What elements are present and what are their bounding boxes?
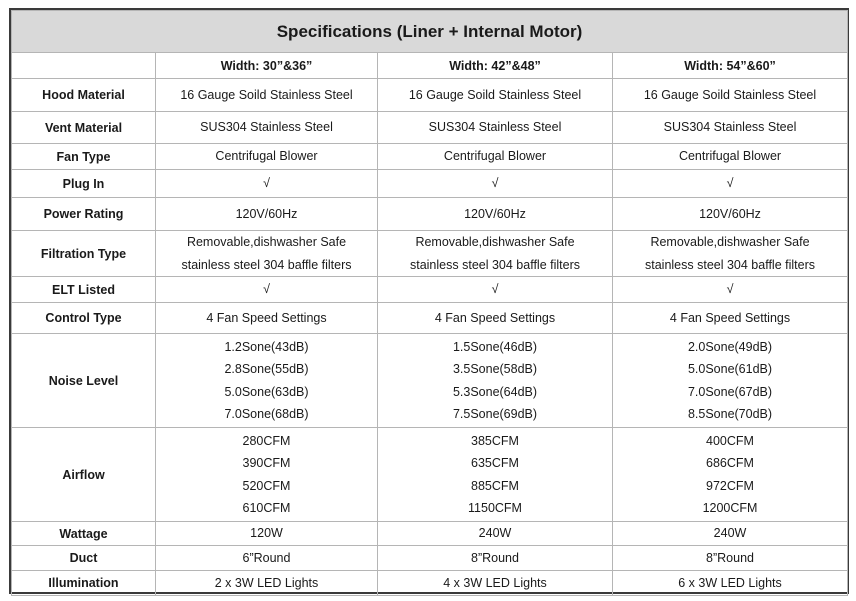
spec-cell (613, 277, 848, 303)
spec-value: 8.5Sone(70dB) (687, 407, 773, 421)
spec-cell (378, 571, 613, 596)
spec-cell (613, 334, 848, 428)
spec-cell (613, 231, 848, 277)
spec-value: 4 Fan Speed Settings (669, 310, 791, 325)
title-row (12, 11, 848, 53)
spec-value: √ (726, 282, 734, 297)
spec-cell (378, 112, 613, 144)
spec-value: 2.8Sone(55dB) (224, 362, 309, 376)
spec-cell (156, 231, 378, 277)
spec-cell (378, 522, 613, 546)
spec-value: 6”Round (242, 550, 291, 565)
spec-value: stainless steel 304 baffle filters (645, 257, 816, 272)
spec-value: 120V/60Hz (235, 206, 298, 221)
spec-value: 8”Round (471, 550, 519, 565)
table-row (12, 144, 848, 170)
row-label: Vent Material (12, 112, 156, 144)
spec-value: 120V/60Hz (464, 206, 526, 221)
column-header: Width: 42”&48” (378, 53, 613, 79)
spec-value: 7.5Sone(69dB) (452, 407, 538, 421)
spec-value: SUS304 Stainless Steel (200, 120, 333, 135)
spec-cell (613, 546, 848, 571)
spec-cell (156, 112, 378, 144)
spec-value: √ (491, 176, 499, 191)
spec-cell (613, 303, 848, 334)
spec-value: Centrifugal Blower (678, 149, 782, 164)
spec-cell (156, 198, 378, 231)
row-label: ELT Listed (12, 277, 156, 303)
spec-value: 240W (478, 526, 512, 541)
row-label: Plug In (12, 170, 156, 198)
table-row (12, 79, 848, 112)
spec-cell (156, 303, 378, 334)
spec-value: √ (726, 176, 734, 191)
spec-cell (378, 170, 613, 198)
table-row (12, 428, 848, 522)
spec-table (11, 10, 848, 596)
spec-cell (378, 303, 613, 334)
spec-value: 3.5Sone(58dB) (452, 362, 538, 376)
row-label: Control Type (12, 303, 156, 334)
row-label: Duct (12, 546, 156, 571)
table-title: Specifications (Liner + Internal Motor) (12, 11, 848, 53)
spec-value: Centrifugal Blower (215, 149, 318, 164)
spec-cell (613, 170, 848, 198)
spec-value: 885CFM (471, 478, 519, 493)
spec-cell (378, 79, 613, 112)
spec-value: 8”Round (706, 550, 754, 565)
row-label: Fan Type (12, 144, 156, 170)
table-row (12, 334, 848, 428)
spec-value: stainless steel 304 baffle filters (409, 257, 580, 272)
spec-cell (378, 334, 613, 428)
row-label: Filtration Type (12, 231, 156, 277)
row-label: Noise Level (12, 334, 156, 428)
spec-value: 120W (250, 526, 283, 541)
spec-cell (613, 198, 848, 231)
spec-value: 610CFM (242, 501, 291, 515)
spec-value: 6 x 3W LED Lights (678, 575, 782, 590)
spec-table-frame (9, 8, 849, 594)
spec-value: SUS304 Stainless Steel (663, 120, 797, 135)
header-empty-cell (12, 53, 156, 79)
spec-value: 240W (713, 526, 747, 541)
spec-value: 1.2Sone(43dB) (224, 339, 309, 354)
spec-value: √ (263, 176, 270, 191)
row-label: Power Rating (12, 198, 156, 231)
spec-value: √ (263, 282, 270, 297)
spec-value: 16 Gauge Soild Stainless Steel (643, 87, 817, 102)
spec-value: √ (491, 282, 499, 297)
spec-cell (156, 277, 378, 303)
spec-cell (156, 170, 378, 198)
spec-value: 16 Gauge Soild Stainless Steel (408, 87, 582, 102)
row-label: Hood Material (12, 79, 156, 112)
spec-value: 7.0Sone(68dB) (224, 407, 309, 421)
spec-cell (378, 277, 613, 303)
spec-value: 635CFM (471, 456, 519, 470)
spec-value: stainless steel 304 baffle filters (181, 257, 352, 272)
spec-value: 16 Gauge Soild Stainless Steel (180, 87, 353, 102)
row-label: Airflow (12, 428, 156, 522)
column-header: Width: 30”&36” (156, 53, 378, 79)
spec-cell (613, 112, 848, 144)
spec-cell (613, 428, 848, 522)
spec-cell (613, 144, 848, 170)
spec-cell (156, 522, 378, 546)
spec-value: 972CFM (706, 478, 754, 493)
spec-cell (378, 144, 613, 170)
spec-cell (378, 231, 613, 277)
spec-value: 2 x 3W LED Lights (214, 575, 319, 590)
spec-value: 7.0Sone(67dB) (687, 384, 773, 399)
table-row (12, 277, 848, 303)
spec-value: SUS304 Stainless Steel (428, 120, 562, 135)
spec-value: Removable,dishwasher Safe (415, 235, 575, 249)
row-label: Wattage (12, 522, 156, 546)
spec-value: 390CFM (242, 456, 291, 470)
spec-value: 5.0Sone(61dB) (687, 362, 773, 376)
table-row (12, 231, 848, 277)
spec-value: 1.5Sone(46dB) (452, 339, 538, 354)
spec-cell (156, 79, 378, 112)
spec-cell (613, 79, 848, 112)
table-row (12, 112, 848, 144)
spec-value: 4 Fan Speed Settings (206, 310, 327, 325)
spec-value: Removable,dishwasher Safe (650, 235, 810, 249)
spec-value: 385CFM (471, 433, 519, 448)
spec-value: 686CFM (706, 456, 754, 470)
table-row (12, 546, 848, 571)
column-header: Width: 54”&60” (613, 53, 848, 79)
spec-value: 5.0Sone(63dB) (224, 384, 309, 399)
table-row (12, 170, 848, 198)
spec-value: 1200CFM (702, 501, 758, 515)
spec-value: 120V/60Hz (699, 206, 761, 221)
spec-cell (378, 198, 613, 231)
spec-cell (156, 546, 378, 571)
spec-value: 4 x 3W LED Lights (443, 575, 547, 590)
spec-cell (378, 428, 613, 522)
header-row (12, 53, 848, 79)
table-row (12, 198, 848, 231)
spec-value: 520CFM (242, 478, 291, 493)
spec-value: 280CFM (242, 433, 291, 448)
spec-cell (156, 571, 378, 596)
spec-value: 1150CFM (468, 501, 522, 515)
spec-value: 400CFM (706, 433, 754, 448)
spec-cell (613, 522, 848, 546)
spec-cell (378, 546, 613, 571)
spec-cell (156, 144, 378, 170)
table-row (12, 571, 848, 596)
spec-cell (156, 428, 378, 522)
table-row (12, 303, 848, 334)
spec-cell (613, 571, 848, 596)
spec-value: Removable,dishwasher Safe (186, 235, 347, 249)
row-label: Illumination (12, 571, 156, 596)
spec-cell (156, 334, 378, 428)
spec-value: 2.0Sone(49dB) (687, 339, 773, 354)
spec-value: 5.3Sone(64dB) (452, 384, 538, 399)
spec-value: 4 Fan Speed Settings (434, 310, 556, 325)
spec-value: Centrifugal Blower (443, 149, 547, 164)
table-row (12, 522, 848, 546)
